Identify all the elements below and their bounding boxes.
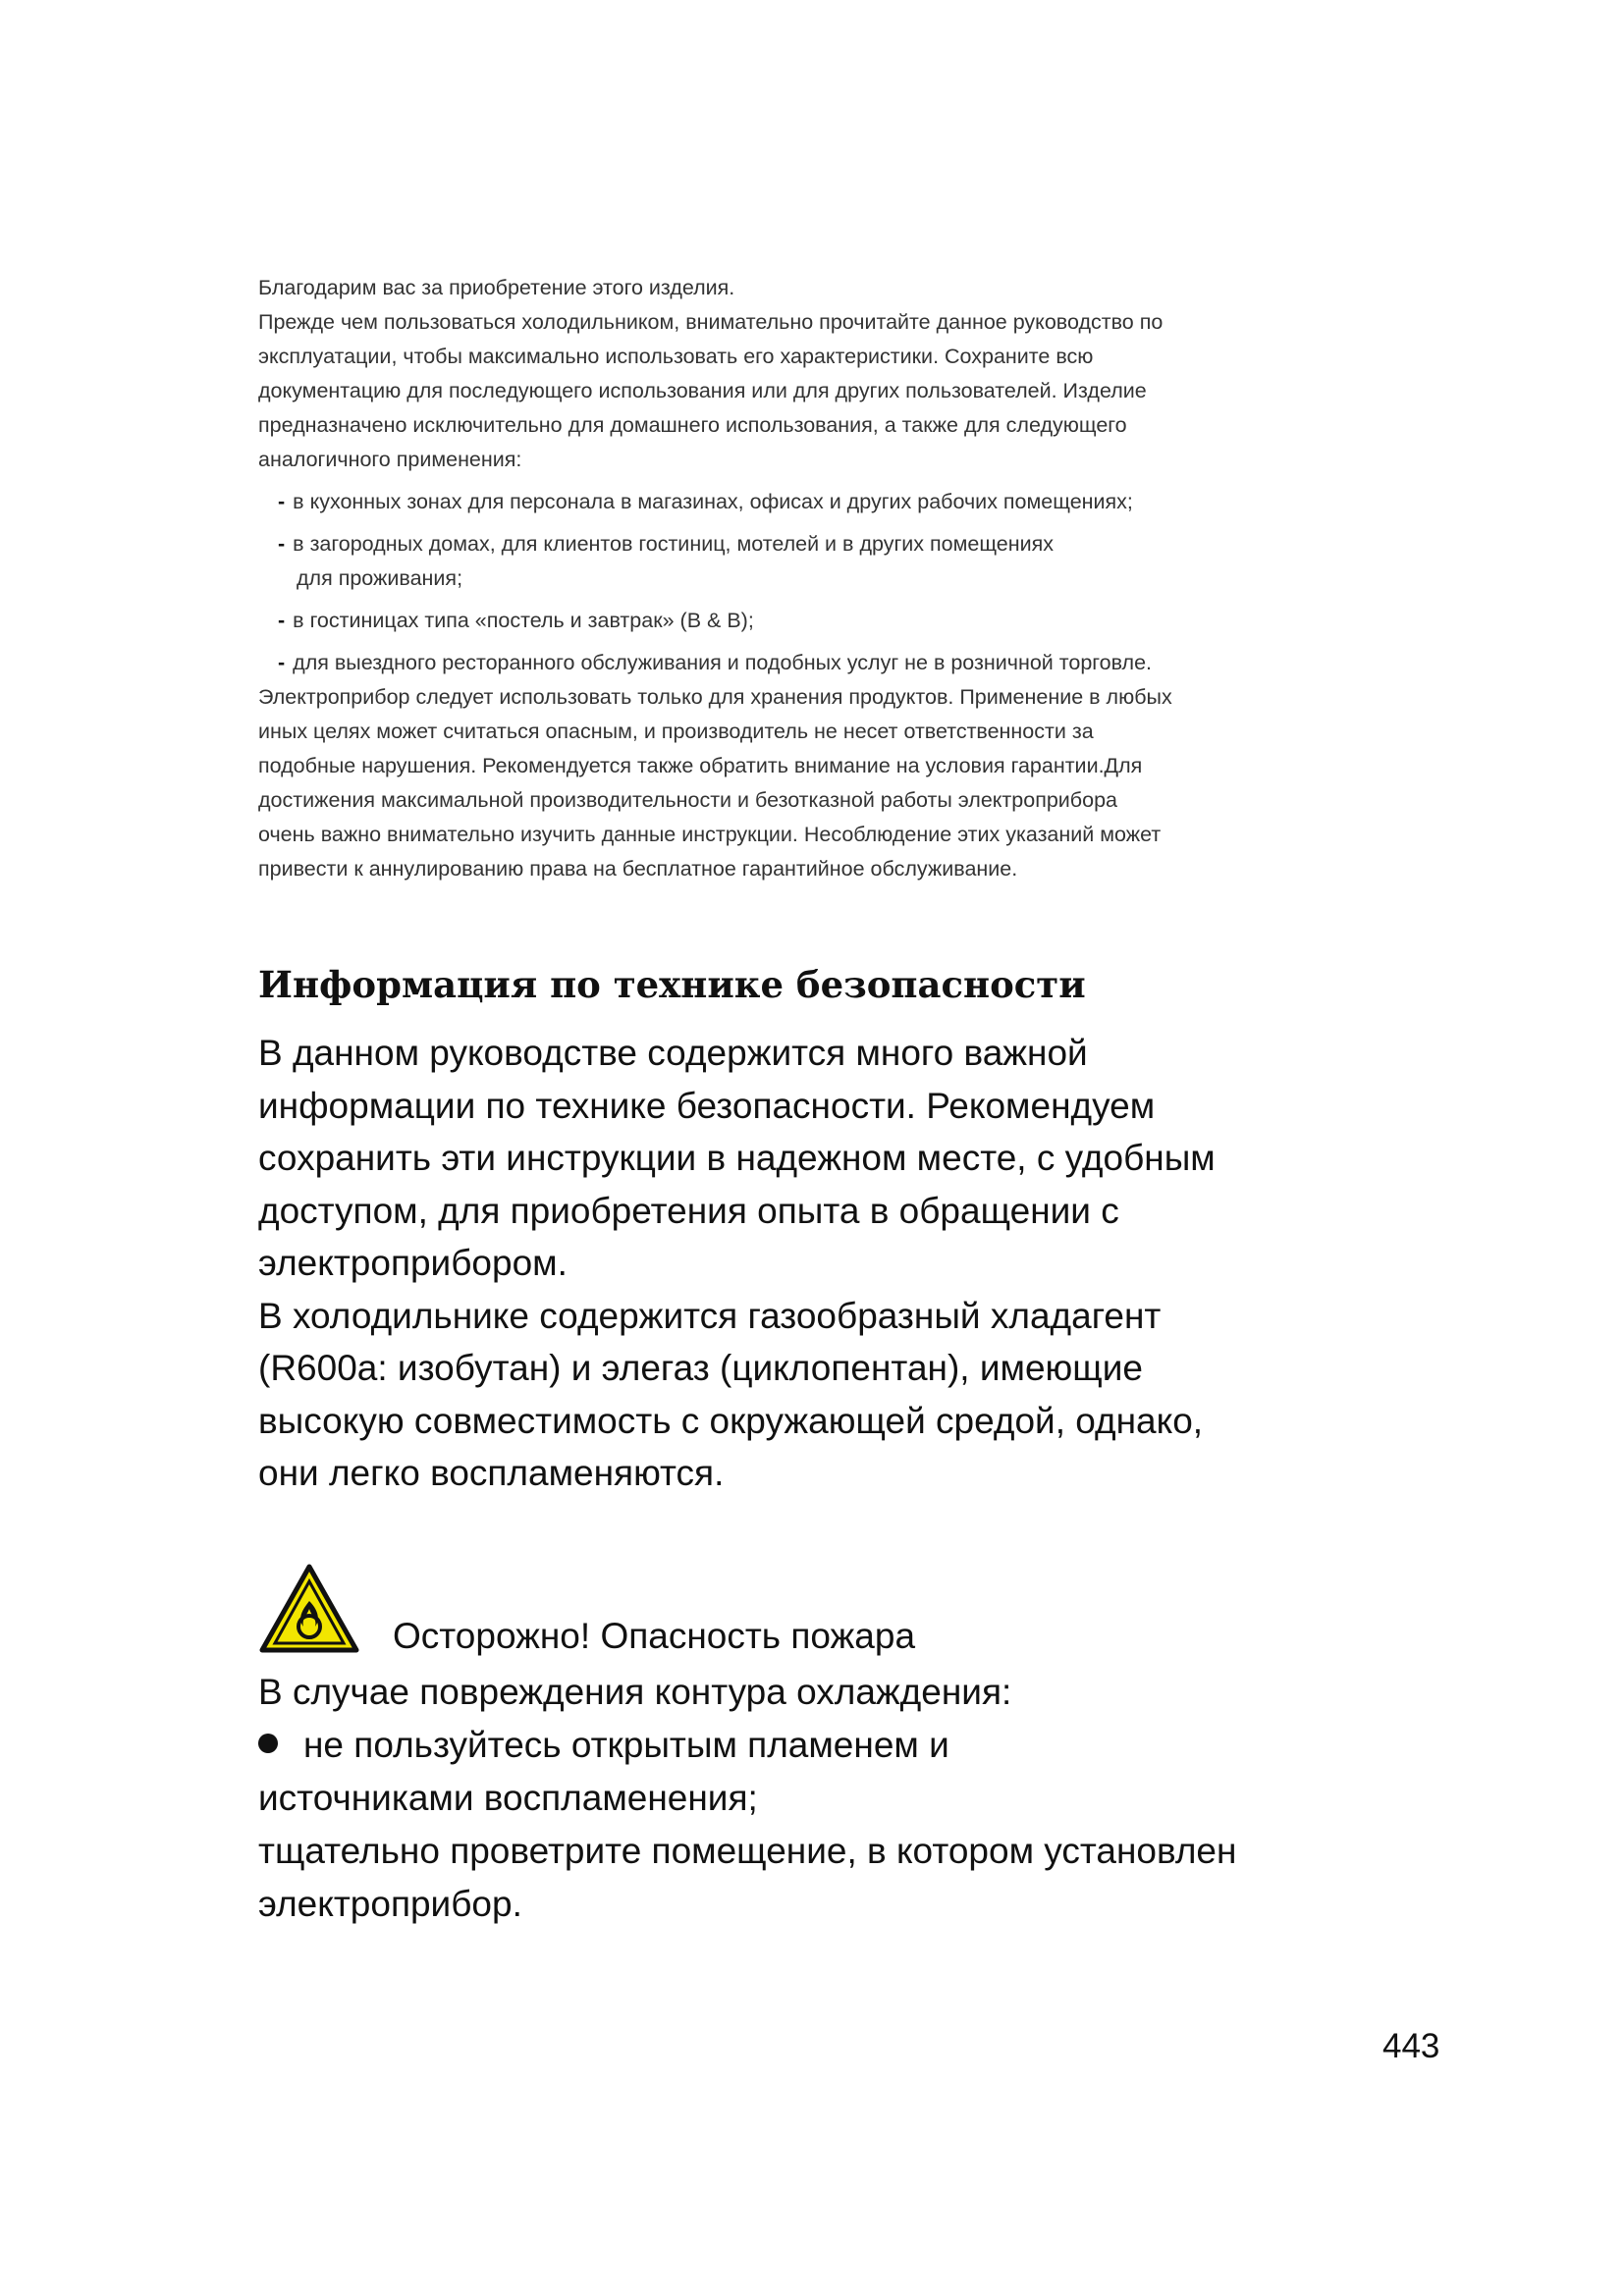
intro-line: Прежде чем пользоваться холодильником, внимательно прочитайте данное руководство по xyxy=(258,310,1164,334)
warning-line: тщательно проветрите помещение, в котором установлен xyxy=(258,1831,1237,1871)
bullet-dash: - xyxy=(278,532,286,556)
warning-body xyxy=(258,1666,1387,1931)
safety-line: высокую совместимость с окружающей средой, однако, xyxy=(258,1400,1204,1441)
bullet-text: в кухонных зонах для персонала в магазинах, офисах и других рабочих помещениях; xyxy=(293,490,1133,513)
closing-line: достижения максимальной производительности и безотказной работы электроприбора xyxy=(258,788,1117,812)
warning-line: источниками воспламенения; xyxy=(258,1778,758,1818)
page-number: 443 xyxy=(1382,2027,1440,2065)
safety-line: доступом, для приобретения опыта в обращении с xyxy=(258,1190,1119,1231)
usage-bullet xyxy=(258,527,1348,561)
fire-hazard-warning-icon xyxy=(258,1562,360,1655)
intro-line: эксплуатации, чтобы максимально использовать его характеристики. Сохраните всю xyxy=(258,345,1094,368)
safety-line: В данном руководстве содержится много важной xyxy=(258,1033,1088,1073)
safety-line: они легко воспламеняются. xyxy=(258,1453,725,1493)
safety-line: электроприбором. xyxy=(258,1243,568,1283)
closing-line: очень важно внимательно изучить данные инструкции. Несоблюдение этих указаний может xyxy=(258,823,1162,846)
bullet-dot-icon xyxy=(258,1734,278,1753)
bullet-text: в гостиницах типа «постель и завтрак» (B & B); xyxy=(293,609,754,632)
closing-line: иных целях может считаться опасным, и производитель не несет ответственности за xyxy=(258,720,1094,743)
bullet-text: для выездного ресторанного обслуживания и подобных услуг не в розничной торговле. xyxy=(293,651,1153,674)
bullet-continuation: для проживания; xyxy=(297,566,463,590)
warning-line: электроприбор. xyxy=(258,1884,522,1924)
bullet-dash: - xyxy=(278,651,286,674)
safety-heading: Информация по технике безопасности xyxy=(258,963,1086,1006)
bullet-dash: - xyxy=(278,609,286,632)
bullet-dash: - xyxy=(278,490,286,513)
safety-line: информации по технике безопасности. Рекомендуем xyxy=(258,1085,1156,1126)
intro-section xyxy=(258,271,1348,886)
closing-line: привести к аннулированию права на бесплатное гарантийное обслуживание. xyxy=(258,857,1018,881)
safety-body xyxy=(258,1027,1387,1500)
warning-bullet xyxy=(258,1719,1387,1772)
warning-title: Осторожно! Опасность пожара xyxy=(393,1616,916,1656)
intro-thanks: Благодарим вас за приобретение этого изделия. xyxy=(258,276,735,299)
intro-line: документацию для последующего использования или для других пользователей. Изделие xyxy=(258,379,1147,402)
warning-intro: В случае повреждения контура охлаждения: xyxy=(258,1672,1012,1712)
intro-line: предназначено исключительно для домашнего использования, а также для следующего xyxy=(258,413,1127,437)
usage-bullet xyxy=(258,646,1348,680)
safety-line: В холодильнике содержится газообразный хладагент xyxy=(258,1295,1162,1336)
warning-bullet-text: не пользуйтесь открытым пламенем и xyxy=(303,1725,949,1765)
intro-line: аналогичного применения: xyxy=(258,448,522,471)
usage-bullet xyxy=(258,485,1348,519)
usage-bullet xyxy=(258,604,1348,638)
safety-line: (R600a: изобутан) и элегаз (циклопентан), имеющие xyxy=(258,1348,1143,1388)
closing-line: подобные нарушения. Рекомендуется также обратить внимание на условия гарантии.Для xyxy=(258,754,1143,777)
safety-line: сохранить эти инструкции в надежном месте, с удобным xyxy=(258,1138,1216,1178)
closing-line: Электроприбор следует использовать только для хранения продуктов. Применение в любых xyxy=(258,685,1172,709)
bullet-text: в загородных домах, для клиентов гостиниц, мотелей и в других помещениях xyxy=(293,532,1055,556)
